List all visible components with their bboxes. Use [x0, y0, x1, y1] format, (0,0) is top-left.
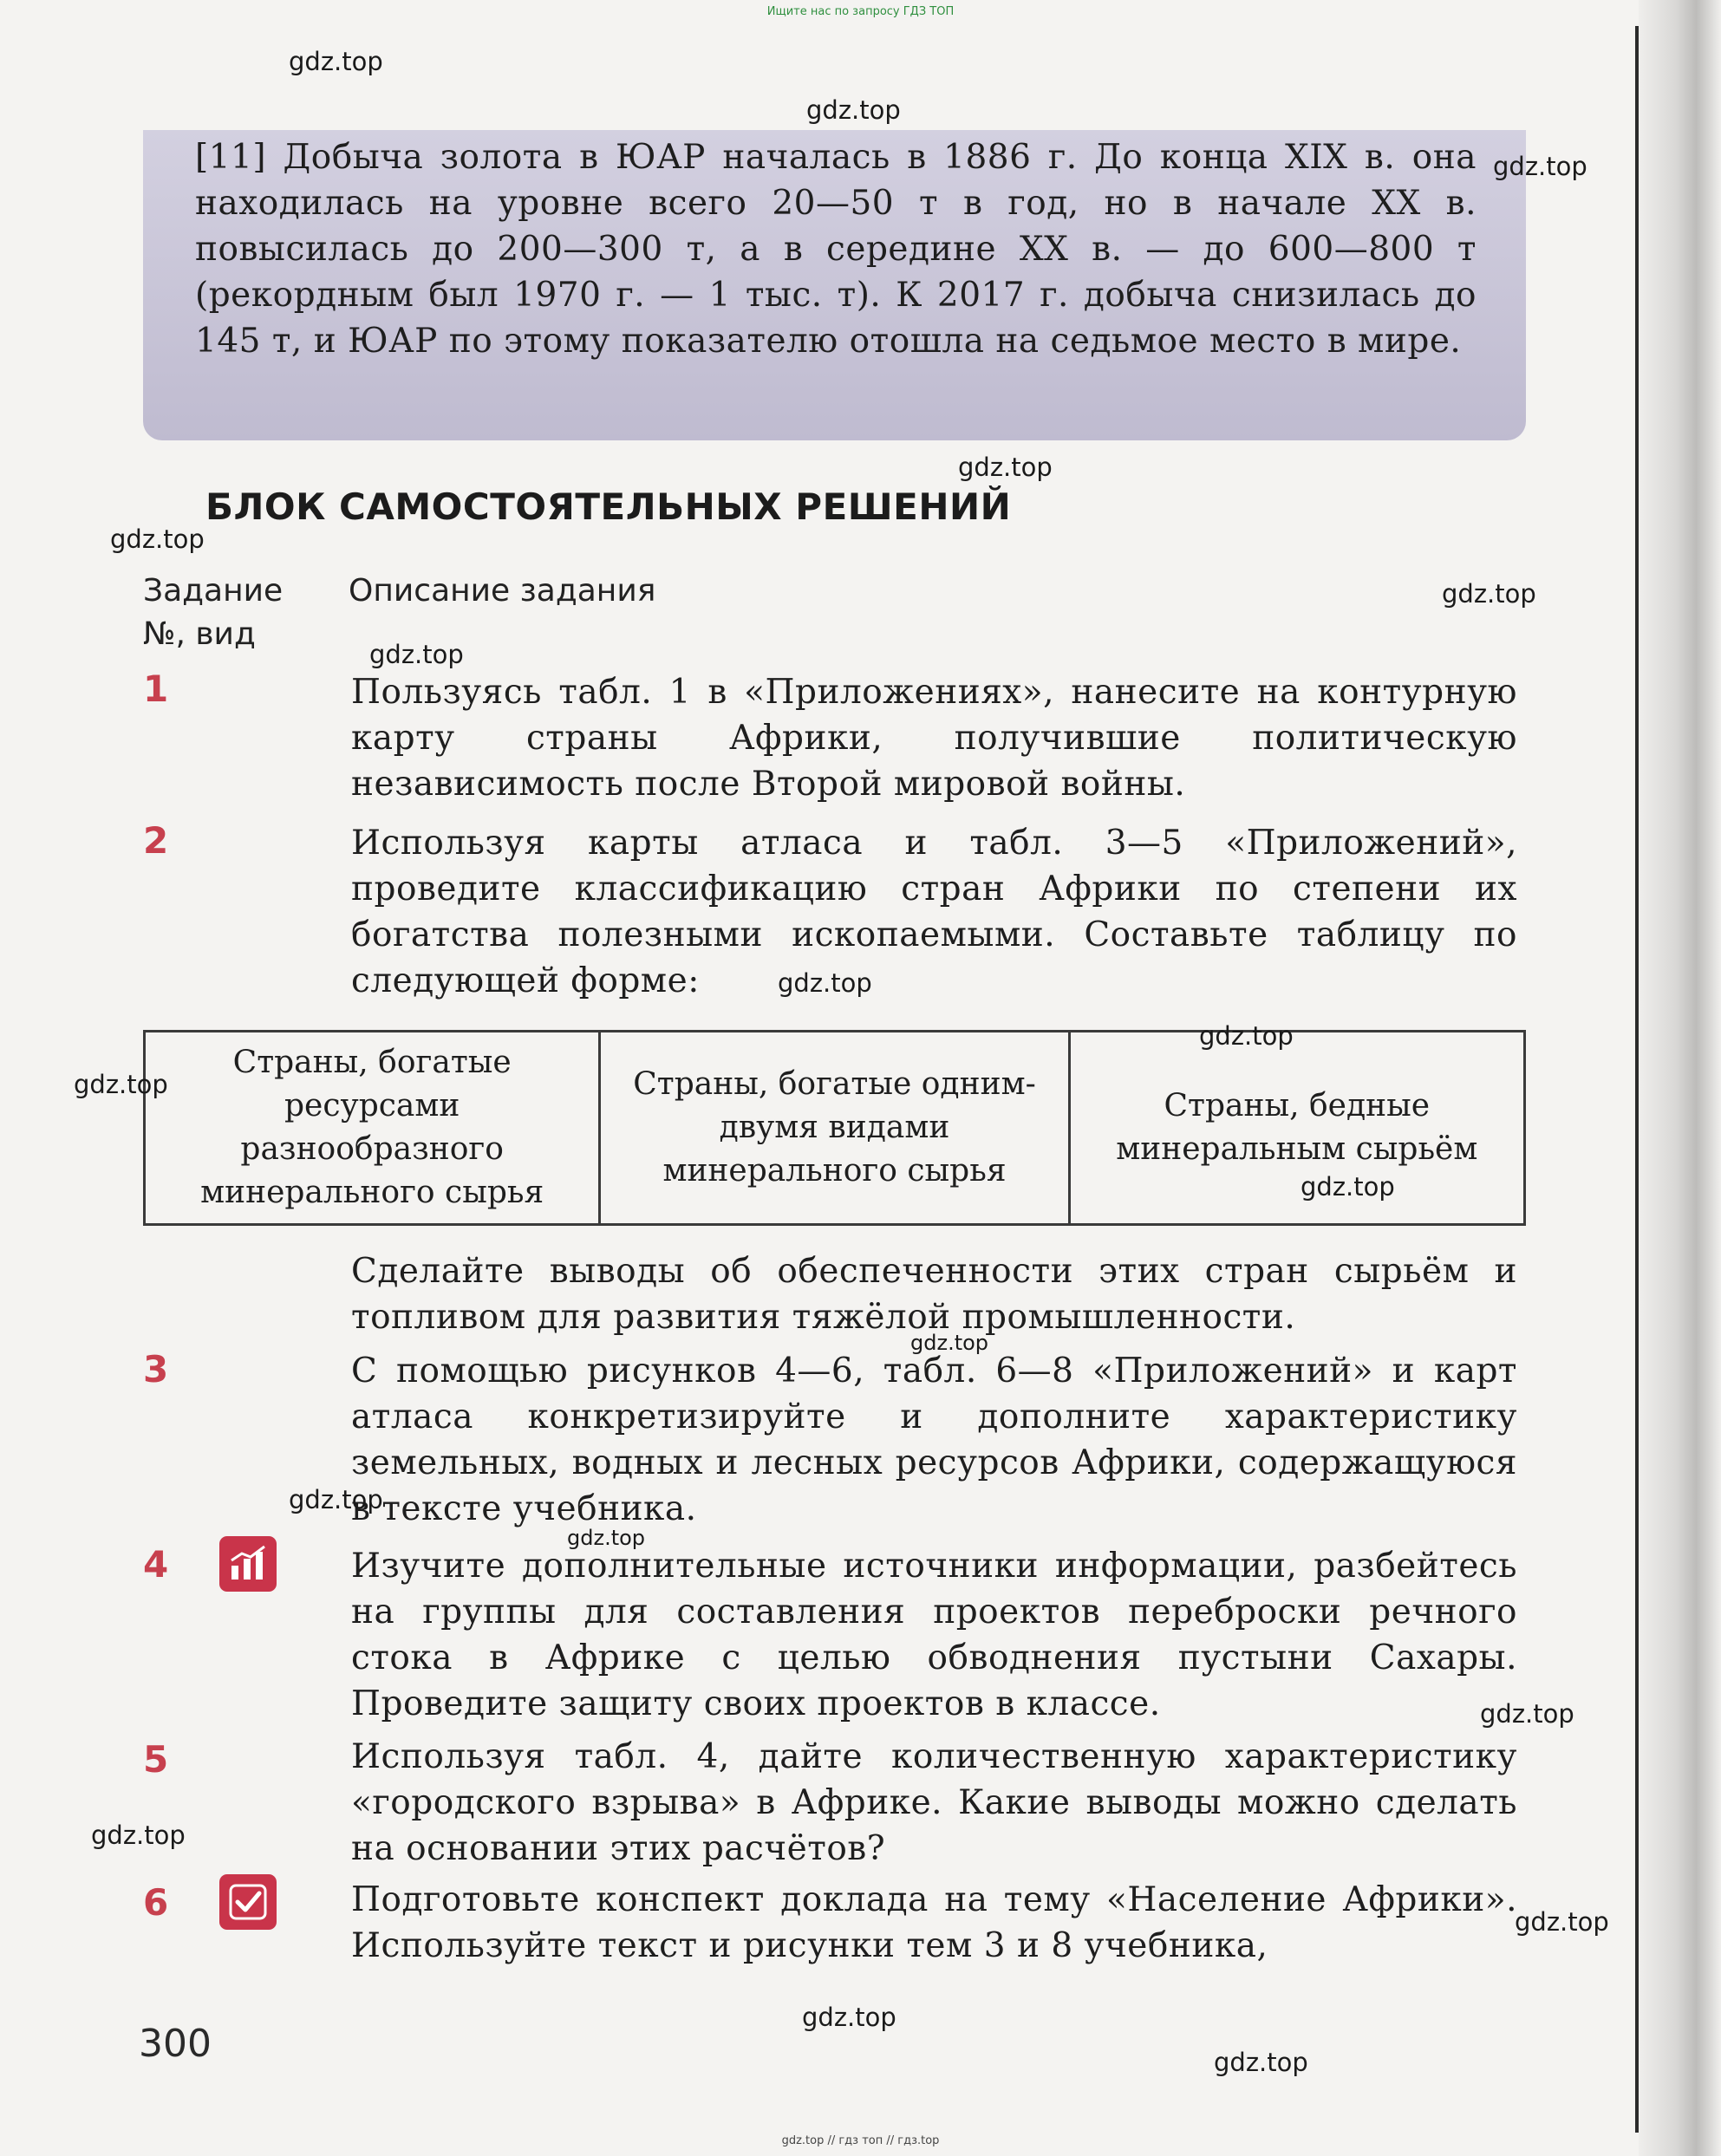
table-cell: Страны, богатые ресурсами разнообразного минерального сырья	[145, 1032, 600, 1225]
task-text: Пользуясь табл. 1 в «Приложениях», нанесите на контурную карту страны Африки, получившие политическую независимость после Второй мировой войны.	[351, 673, 1517, 804]
watermark: gdz.top	[1199, 1021, 1294, 1051]
section-title: БЛОК САМОСТОЯТЕЛЬНЫХ РЕШЕНИЙ	[205, 485, 1012, 528]
description-column-header: Описание задания	[349, 573, 656, 609]
task-number: 6	[143, 1881, 169, 1924]
table-cell: Страны, бедные минеральным сырьём	[1069, 1032, 1524, 1225]
task-column-header	[143, 570, 283, 656]
watermark: gdz.top	[778, 968, 872, 998]
watermark: gdz.top	[110, 524, 205, 554]
watermark: gdz.top	[567, 1526, 646, 1550]
task-text-after-table: Сделайте выводы об обеспеченности этих стран сырьём и топливом для развития тяжёлой промышленности.	[351, 1252, 1517, 1337]
task-number: 5	[143, 1738, 169, 1781]
watermark: gdz.top	[369, 640, 464, 669]
task-number: 3	[143, 1348, 169, 1391]
task-text: Изучите дополнительные источники информации, разбейтесь на группы для составления проектов переброски речного стока в Африке с целью обводнения пустыни Сахары. Проведите защиту своих проектов в классе.	[351, 1547, 1517, 1723]
bar-chart-icon	[219, 1536, 277, 1592]
watermark: gdz.top	[1301, 1172, 1395, 1202]
bottom-banner: gdz.top // гдз топ // гдз.top	[781, 2134, 940, 2147]
watermark: gdz.top	[1515, 1907, 1609, 1937]
watermark: gdz.top	[289, 47, 383, 76]
task-number: 2	[143, 819, 169, 862]
task-text: Подготовьте конспект доклада на тему «Население Африки». Используйте текст и рисунки тем 3 и 8 учебника,	[351, 1880, 1517, 1965]
task-text: Используя карты атласа и табл. 3—5 «Приложений», проведите классификацию стран Африки по степени их богатства полезными ископаемыми. Составьте таблицу по следующей форме:	[351, 824, 1517, 1000]
checkmark-icon	[219, 1874, 277, 1930]
page-binding-line	[1635, 26, 1639, 2133]
watermark: gdz.top	[1480, 1699, 1574, 1729]
task-text: Используя табл. 4, дайте количественную характеристику «городского взрыва» в Африке. Какие выводы можно сделать на основании этих расчётов?	[351, 1737, 1517, 1868]
watermark: gdz.top	[802, 2003, 896, 2032]
page-fold-shadow	[1639, 0, 1721, 2156]
task-number: 1	[143, 668, 169, 710]
table-cell: Страны, богатые одним-двумя видами минерального сырья	[600, 1032, 1069, 1225]
watermark: gdz.top	[1493, 152, 1587, 181]
watermark: gdz.top	[910, 1331, 989, 1355]
watermark: gdz.top	[806, 95, 901, 125]
page-number: 300	[139, 2022, 212, 2066]
task-text: С помощью рисунков 4—6, табл. 6—8 «Приложений» и карт атласа конкретизируйте и дополните характеристику земельных, водных и лесных ресурсов Африки, содержащуюся в тексте учебника.	[351, 1352, 1517, 1528]
watermark: gdz.top	[1442, 579, 1536, 609]
task-column-header-line2: №, вид	[143, 616, 256, 652]
task-column-header-line1: Задание	[143, 573, 284, 609]
task-number: 4	[143, 1543, 169, 1586]
watermark: gdz.top	[958, 453, 1053, 482]
watermark: gdz.top	[74, 1070, 168, 1099]
fact-text: [11] Добыча золота в ЮАР началась в 1886 г. До конца XIX в. она находилась на уровне всего 20—50 т в год, но в начале XX в. повысилась до 200—300 т, а в середине XX в. — до 600—800 т (рекордным был 1970 г. — 1 тыс. т). К 2017 г. добыча снизилась до 145 т, и ЮАР по этому показателю отошла на седьмое место в мире.	[195, 138, 1477, 361]
watermark: gdz.top	[1214, 2048, 1308, 2077]
watermark: gdz.top	[91, 1821, 186, 1850]
watermark: gdz.top	[289, 1485, 383, 1514]
top-banner: Ищите нас по запросу ГДЗ ТОП	[766, 5, 955, 18]
